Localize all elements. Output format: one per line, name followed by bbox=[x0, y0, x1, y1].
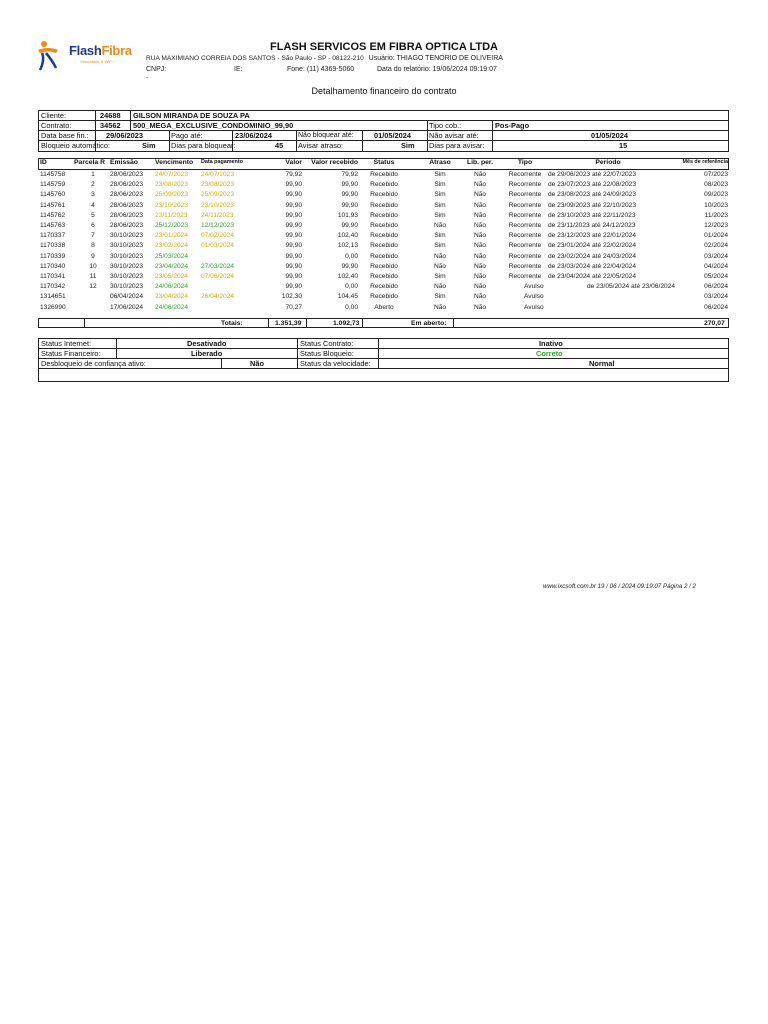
col-header-status: Status bbox=[373, 159, 395, 166]
cell-data-pagamento: 24/07/2023 bbox=[201, 171, 235, 178]
cell-emissao: 17/06/2024 bbox=[110, 303, 144, 311]
cell-atraso: Sim bbox=[434, 273, 446, 280]
col-header-emissao: Emissão bbox=[110, 159, 138, 166]
cell-status: Recebido bbox=[370, 181, 398, 189]
cell-vencimento: 23/04/2024 bbox=[155, 262, 189, 270]
cell-periodo: de 23/02/2024 até 24/03/2024 bbox=[548, 252, 636, 260]
cell-periodo: de 23/04/2024 até 22/05/2024 bbox=[548, 273, 636, 280]
cell-emissao: 28/06/2023 bbox=[110, 181, 144, 189]
cell-status: Recebido bbox=[370, 293, 398, 301]
velocidade: Normal bbox=[589, 359, 615, 368]
contract-info-box bbox=[38, 110, 729, 152]
cell-periodo: de 23/05/2024 até 23/06/2024 bbox=[587, 283, 675, 291]
status-financeiro: Liberado bbox=[191, 349, 223, 358]
cell-mes-referencia: 02/2024 bbox=[704, 242, 728, 250]
em-aberto-label: Em aberto: bbox=[411, 320, 447, 327]
cell-lib-per: Não bbox=[473, 262, 487, 270]
cell-valor-recebido: 99,90 bbox=[341, 201, 358, 209]
cell-id: 1145763 bbox=[40, 222, 66, 229]
cell-atraso: Sim bbox=[434, 211, 446, 219]
cell-atraso: Sim bbox=[434, 181, 446, 189]
cell-lib-per: Não bbox=[473, 211, 487, 219]
cell-tipo: Recorrente bbox=[508, 171, 542, 178]
cell-lib-per: Não bbox=[473, 201, 487, 209]
col-header-valor-recebido: Valor recebido bbox=[311, 159, 358, 166]
cell-parcela: 8 bbox=[91, 242, 95, 250]
cell-emissao: 30/10/2023 bbox=[110, 273, 144, 280]
nao-bloquear-label: Não bloquear até: bbox=[298, 132, 354, 139]
cell-valor: 99,90 bbox=[285, 222, 302, 229]
cell-valor-recebido: 0,00 bbox=[345, 303, 358, 311]
cell-emissao: 30/10/2023 bbox=[110, 262, 144, 270]
cell-data-pagamento: 25/09/2023 bbox=[201, 191, 235, 199]
cell-mes-referencia: 03/2024 bbox=[704, 252, 728, 260]
cell-parcela: 5 bbox=[91, 211, 95, 219]
logo-tagline: Velocidade & WiFi bbox=[80, 59, 113, 64]
cell-tipo: Avulso bbox=[524, 303, 544, 311]
cell-valor: 70,27 bbox=[285, 303, 302, 311]
cell-status: Recebido bbox=[370, 201, 398, 209]
col-header-valor: Valor bbox=[285, 159, 302, 166]
cell-lib-per: Não bbox=[473, 252, 487, 260]
cell-mes-referencia: 11/2023 bbox=[704, 211, 728, 219]
plano: 500_MEGA_EXCLUSIVE_CONDOMINIO_99,90 bbox=[133, 121, 294, 130]
pago-ate: 23/06/2024 bbox=[235, 131, 272, 140]
cell-atraso: Não bbox=[433, 262, 447, 270]
tipo-cob-label: Tipo cob.: bbox=[429, 121, 462, 130]
status-internet: Desativado bbox=[187, 339, 227, 348]
tipo-cob: Pos-Pago bbox=[495, 121, 530, 130]
address: RUA MAXIMIANO CORREIA DOS SANTOS - São Paulo - SP - 08122-210 bbox=[146, 55, 364, 62]
cell-tipo: Recorrente bbox=[508, 262, 542, 270]
cell-vencimento: 23/01/2024 bbox=[155, 232, 189, 240]
col-header-lib-per: Lib. per. bbox=[466, 159, 494, 166]
cell-atraso: Sim bbox=[434, 171, 446, 178]
cell-status: Recebido bbox=[370, 232, 398, 240]
cell-id: 1170338 bbox=[40, 242, 66, 250]
cell-id: 1145760 bbox=[40, 191, 66, 199]
cell-periodo: de 23/10/2023 até 22/11/2023 bbox=[548, 211, 636, 219]
cell-vencimento: 23/10/2023 bbox=[155, 201, 189, 209]
cell-atraso: Sim bbox=[434, 242, 446, 250]
bloqueio: Sim bbox=[142, 141, 156, 150]
cell-atraso: Sim bbox=[434, 201, 446, 209]
cell-parcela: 9 bbox=[91, 252, 95, 260]
cell-parcela: 3 bbox=[91, 191, 95, 199]
cell-tipo: Recorrente bbox=[508, 191, 542, 199]
cell-data-pagamento: 24/11/2023 bbox=[201, 211, 234, 219]
cell-mes-referencia: 05/2024 bbox=[704, 273, 728, 280]
data-base-label: Data base fin.: bbox=[41, 131, 89, 140]
cell-lib-per: Não bbox=[473, 273, 487, 280]
cell-id: 1145759 bbox=[40, 181, 66, 189]
cell-valor: 99,90 bbox=[285, 211, 302, 219]
cell-valor-recebido: 101,93 bbox=[337, 211, 358, 219]
cell-mes-referencia: 10/2023 bbox=[704, 201, 728, 209]
dias-bloquear-label: Dias para bloquear: bbox=[171, 141, 236, 150]
cell-tipo: Recorrente bbox=[508, 232, 542, 240]
cell-valor-recebido: 99,90 bbox=[341, 191, 358, 199]
cell-lib-per: Não bbox=[473, 171, 487, 178]
status-box bbox=[38, 338, 729, 382]
cliente-nome: GILSON MIRANDA DE SOUZA PA bbox=[133, 111, 250, 120]
cell-mes-referencia: 01/2024 bbox=[704, 232, 728, 240]
cell-emissao: 28/06/2023 bbox=[110, 201, 144, 209]
col-header-atraso: Atraso bbox=[429, 159, 451, 166]
cell-valor: 79,92 bbox=[285, 171, 302, 178]
dias-avisar: 15 bbox=[619, 141, 628, 150]
cell-id: 1170340 bbox=[40, 262, 66, 270]
logo-text: FlashFibra bbox=[69, 43, 132, 58]
cell-periodo: de 23/03/2024 até 22/04/2024 bbox=[548, 262, 636, 270]
status-financeiro-label: Status Financeiro: bbox=[41, 349, 101, 358]
cell-periodo: de 29/06/2023 até 22/07/2023 bbox=[548, 171, 636, 178]
cell-vencimento: 24/06/2024 bbox=[155, 283, 189, 291]
bloqueio-label: Bloqueio automático: bbox=[41, 141, 111, 150]
desbloqueio: Não bbox=[250, 359, 264, 368]
cell-parcela: 6 bbox=[91, 222, 95, 229]
cell-status: Recebido bbox=[370, 211, 398, 219]
col-header-periodo: Período bbox=[595, 159, 621, 166]
cell-id: 1170341 bbox=[40, 273, 66, 280]
avisar-atraso: Sim bbox=[401, 141, 415, 150]
dias-avisar-label: Dias para avisar: bbox=[429, 141, 485, 150]
desbloqueio-label: Desbloqueio de confiança ativo: bbox=[41, 359, 146, 368]
cell-valor-recebido: 102,40 bbox=[337, 273, 358, 280]
cell-status: Recebido bbox=[370, 252, 398, 260]
cell-lib-per: Não bbox=[473, 181, 487, 189]
cell-tipo: Recorrente bbox=[508, 222, 542, 229]
cell-valor-recebido: 79,92 bbox=[341, 171, 358, 178]
cell-periodo: de 23/12/2023 até 22/01/2024 bbox=[548, 232, 636, 240]
contrato-label: Contrato: bbox=[41, 121, 72, 130]
cell-lib-per: Não bbox=[473, 242, 487, 250]
report-date: Data do relatório: 19/06/2024 09:19:07 bbox=[377, 66, 497, 73]
cell-valor-recebido: 0,00 bbox=[345, 252, 358, 260]
cell-status: Recebido bbox=[370, 273, 398, 280]
col-header-tipo: Tipo bbox=[517, 159, 533, 166]
cell-vencimento: 23/08/2023 bbox=[155, 181, 189, 189]
col-header-vencimento: Vencimento bbox=[155, 159, 194, 166]
cell-status: Recebido bbox=[370, 222, 398, 229]
pago-ate-label: Pago até: bbox=[171, 131, 203, 140]
status-contrato-label: Status Contrato: bbox=[300, 339, 354, 348]
cell-valor: 99,90 bbox=[285, 252, 302, 260]
cell-vencimento: 23/04/2024 bbox=[155, 293, 189, 301]
cell-tipo: Recorrente bbox=[508, 201, 542, 209]
cell-tipo: Avulso bbox=[524, 293, 544, 301]
cell-id: 1170337 bbox=[40, 232, 66, 240]
cell-emissao: 30/10/2023 bbox=[110, 283, 144, 291]
cell-mes-referencia: 06/2024 bbox=[704, 303, 728, 311]
totals-label: Totais: bbox=[221, 320, 243, 327]
ie-label: IE: bbox=[234, 66, 243, 73]
cell-parcela: 11 bbox=[89, 273, 97, 280]
cliente-label: Cliente: bbox=[41, 111, 67, 120]
cell-valor: 99,90 bbox=[285, 232, 302, 240]
cell-id: 1170342 bbox=[40, 283, 66, 291]
cell-periodo: de 23/01/2024 até 22/02/2024 bbox=[548, 242, 636, 250]
dias-bloquear: 45 bbox=[275, 141, 284, 150]
status-internet-label: Status Internet: bbox=[41, 339, 92, 348]
cell-tipo: Recorrente bbox=[508, 273, 542, 280]
cell-mes-referencia: 03/2024 bbox=[704, 293, 728, 301]
cell-emissao: 28/06/2023 bbox=[110, 211, 144, 219]
cell-atraso: Sim bbox=[434, 232, 446, 240]
cell-status: Recebido bbox=[370, 262, 398, 270]
cell-valor: 99,90 bbox=[285, 283, 302, 291]
cell-data-pagamento: 26/04/2024 bbox=[201, 293, 235, 301]
cell-valor-recebido: 102,40 bbox=[337, 232, 358, 240]
col-header-parcela: Parcela R bbox=[74, 159, 105, 166]
cell-parcela: 2 bbox=[91, 181, 95, 189]
cell-vencimento: 24/07/2023 bbox=[155, 171, 189, 178]
cell-atraso: Sim bbox=[434, 293, 446, 301]
cell-atraso: Não bbox=[433, 303, 447, 311]
col-header-id: ID bbox=[40, 159, 47, 166]
cell-parcela: 1 bbox=[91, 171, 95, 178]
cell-parcela: 12 bbox=[89, 283, 97, 291]
cell-atraso: Não bbox=[433, 222, 447, 229]
status-bloqueio: Correto bbox=[536, 349, 563, 358]
cell-valor: 99,90 bbox=[285, 262, 302, 270]
cell-emissao: 06/04/2024 bbox=[110, 293, 144, 301]
address-line bbox=[146, 55, 503, 62]
cliente-id: 24688 bbox=[100, 111, 121, 120]
cell-lib-per: Não bbox=[473, 191, 487, 199]
phone: Fone: (11) 4369-5060 bbox=[287, 66, 355, 73]
cell-valor-recebido: 102,13 bbox=[337, 242, 358, 250]
cell-tipo: Recorrente bbox=[508, 181, 542, 189]
cell-status: Recebido bbox=[370, 283, 398, 291]
cell-atraso: Sim bbox=[434, 191, 446, 199]
cell-data-pagamento: 07/02/2024 bbox=[201, 232, 235, 240]
cnpj-label: CNPJ: bbox=[146, 66, 167, 73]
cell-atraso: Não bbox=[433, 252, 447, 260]
cell-valor-recebido: 0,00 bbox=[345, 283, 358, 291]
cell-valor: 102,30 bbox=[281, 293, 302, 301]
status-bloqueio-label: Status Bloqueio: bbox=[300, 349, 354, 358]
col-header-mes-referencia: Mês de referência bbox=[682, 159, 728, 165]
cell-periodo: de 23/07/2023 até 22/08/2023 bbox=[548, 181, 636, 189]
cell-mes-referencia: 07/2023 bbox=[704, 171, 728, 178]
cell-vencimento: 25/09/2023 bbox=[155, 191, 189, 199]
cell-lib-per: Não bbox=[473, 293, 487, 301]
footer: www.ixcsoft.com.br 19 / 06 / 2024 09:19:07 Página 2 / 2 bbox=[542, 583, 696, 590]
cell-tipo: Avulso bbox=[524, 283, 544, 291]
document-title: Detalhamento financeiro do contrato bbox=[311, 86, 457, 96]
cell-valor-recebido: 99,90 bbox=[341, 222, 358, 229]
company-name: FLASH SERVICOS EM FIBRA OPTICA LTDA bbox=[270, 41, 498, 53]
cell-id: 1145758 bbox=[40, 171, 66, 178]
cell-tipo: Recorrente bbox=[508, 242, 542, 250]
cell-id: 1145761 bbox=[40, 201, 66, 209]
cell-vencimento: 24/06/2024 bbox=[155, 303, 189, 311]
cell-vencimento: 23/11/2023 bbox=[155, 211, 188, 219]
cell-valor: 99,90 bbox=[285, 242, 302, 250]
cell-valor-recebido: 99,90 bbox=[341, 181, 358, 189]
cell-status: Aberto bbox=[374, 303, 394, 311]
cell-parcela: 7 bbox=[91, 232, 95, 240]
cell-valor: 99,90 bbox=[285, 181, 302, 189]
cell-vencimento: 23/02/2024 bbox=[155, 242, 189, 250]
cell-parcela: 4 bbox=[91, 201, 95, 209]
cell-vencimento: 23/05/2024 bbox=[155, 273, 189, 280]
cell-data-pagamento: 23/10/2023 bbox=[201, 201, 235, 209]
nao-avisar-label: Não avisar até: bbox=[429, 131, 479, 140]
cell-vencimento: 25/03/2024 bbox=[155, 252, 189, 260]
cell-tipo: Recorrente bbox=[508, 211, 542, 219]
cell-periodo: de 23/08/2023 até 24/09/2023 bbox=[548, 191, 636, 199]
dash: - bbox=[146, 75, 149, 82]
velocidade-label: Status da velocidade: bbox=[300, 359, 371, 368]
cell-valor: 99,90 bbox=[285, 191, 302, 199]
cell-valor-recebido: 99,90 bbox=[341, 262, 358, 270]
total-valor: 1.351,39 bbox=[275, 320, 302, 327]
cell-mes-referencia: 12/2023 bbox=[704, 222, 728, 229]
em-aberto: 270,07 bbox=[704, 320, 725, 327]
cell-periodo: de 23/09/2023 até 22/10/2023 bbox=[548, 201, 636, 209]
cell-data-pagamento: 01/03/2024 bbox=[201, 242, 235, 250]
cell-id: 1314651 bbox=[40, 293, 66, 301]
nao-avisar: 01/05/2024 bbox=[591, 131, 628, 140]
cell-status: Recebido bbox=[370, 171, 398, 178]
cell-lib-per: Não bbox=[473, 232, 487, 240]
data-base: 29/06/2023 bbox=[106, 131, 143, 140]
cell-valor: 99,90 bbox=[285, 273, 302, 280]
cell-lib-per: Não bbox=[473, 303, 487, 311]
cell-mes-referencia: 08/2023 bbox=[704, 181, 728, 189]
transactions-table bbox=[38, 158, 729, 328]
cell-mes-referencia: 04/2024 bbox=[704, 262, 728, 270]
total-recebido: 1.092,73 bbox=[333, 320, 360, 327]
cell-mes-referencia: 09/2023 bbox=[704, 191, 728, 199]
cell-data-pagamento: 07/06/2024 bbox=[201, 273, 235, 280]
cell-data-pagamento: 27/03/2024 bbox=[201, 262, 235, 270]
cell-valor-recebido: 104,45 bbox=[337, 293, 358, 301]
cell-status: Recebido bbox=[370, 242, 398, 250]
contrato-id: 34562 bbox=[100, 121, 121, 130]
nao-bloquear: 01/05/2024 bbox=[374, 131, 411, 140]
col-header-data-pagamento: Data pagamento bbox=[201, 159, 243, 165]
user: Usuário: THIAGO TENORIO DE OLIVEIRA bbox=[368, 55, 503, 62]
cell-parcela: 10 bbox=[89, 262, 97, 270]
cell-emissao: 30/10/2023 bbox=[110, 232, 144, 240]
cell-emissao: 28/06/2023 bbox=[110, 222, 144, 229]
cell-status: Recebido bbox=[370, 191, 398, 199]
cell-lib-per: Não bbox=[473, 283, 487, 291]
cell-emissao: 28/06/2023 bbox=[110, 191, 144, 199]
cell-periodo: de 23/11/2023 até 24/12/2023 bbox=[548, 222, 636, 229]
cell-lib-per: Não bbox=[473, 222, 487, 229]
avisar-atraso-label: Avisar atraso: bbox=[298, 141, 344, 150]
cell-vencimento: 25/12/2023 bbox=[155, 222, 189, 229]
cell-emissao: 28/06/2023 bbox=[110, 171, 144, 178]
cell-valor: 99,90 bbox=[285, 201, 302, 209]
cell-atraso: Não bbox=[433, 283, 447, 291]
cell-tipo: Recorrente bbox=[508, 252, 542, 260]
cell-id: 1326990 bbox=[40, 303, 66, 311]
cell-mes-referencia: 06/2024 bbox=[704, 283, 728, 291]
cell-emissao: 30/10/2023 bbox=[110, 252, 144, 260]
cell-id: 1170339 bbox=[40, 252, 66, 260]
cell-data-pagamento: 23/08/2023 bbox=[201, 181, 235, 189]
cell-id: 1145762 bbox=[40, 211, 66, 219]
totals-row bbox=[38, 318, 729, 328]
cell-emissao: 30/10/2023 bbox=[110, 242, 144, 250]
cell-data-pagamento: 12/12/2023 bbox=[201, 222, 235, 229]
status-contrato: Inativo bbox=[539, 339, 563, 348]
